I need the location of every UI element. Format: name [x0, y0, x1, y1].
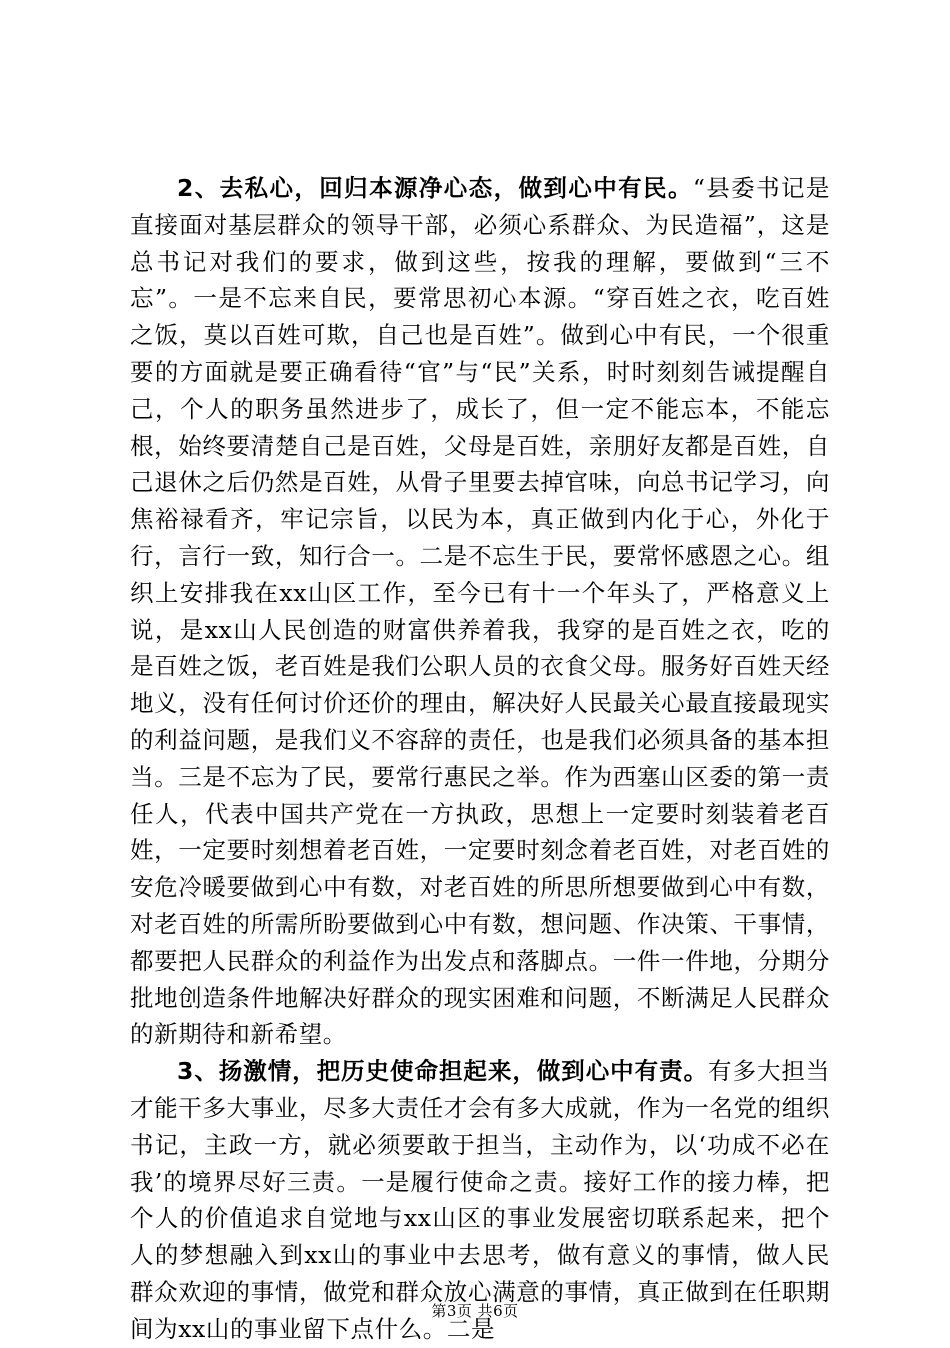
- paragraph-text: 有多大担当才能干多大事业，尽多大责任才会有多大成就，作为一名党的组织书记，主政一方，就必须要敢于担当，主动作为，以‘功成不必在我’的境界尽好三责。一是履行使命之责。接好工作的接力棒，把个人的价值追求自觉地与xx山区的事业发展密切联系起来，把个人的梦想融入到xx山的事业中去思考，做有意义的事情，做人民群众欢迎的事情，做党和群众放心满意的事情，真正做到在任职期间为xx山的事业留下点什么。二是: [130, 1057, 830, 1343]
- document-body: [130, 170, 830, 1348]
- paragraph-2: [130, 170, 830, 1053]
- page-footer: 第3页 共6页: [431, 1302, 519, 1320]
- paragraph-heading: 3、扬激情，把历史使命担起来，做到心中有责。: [177, 1057, 709, 1086]
- paragraph-text: “县委书记是直接面对基层群众的领导干部，必须心系群众、为民造福”，这是总书记对我们的要求，做到这些，按我的理解，要做到“三不忘”。一是不忘来自民，要常思初心本源。“穿百姓之衣，吃百姓之饭，莫以百姓可欺，自己也是百姓”。做到心中有民，一个很重要的方面就是要正确看待“官”与“民”关系，时时刻刻告诫提醒自己，个人的职务虽然进步了，成长了，但一定不能忘本，不能忘根，始终要清楚自己是百姓，父母是百姓，亲朋好友都是百姓，自己退休之后仍然是百姓，从骨子里要去掉官味，向总书记学习，向焦裕禄看齐，牢记宗旨，以民为本，真正做到内化于心，外化于行，言行一致，知行合一。二是不忘生于民，要常怀感恩之心。组织上安排我在xx山区工作，至今已有十一个年头了，严格意义上说，是xx山人民创造的财富供养着我，我穿的是百姓之衣，吃的是百姓之饭，老百姓是我们公职人员的衣食父母。服务好百姓天经地义，没有任何讨价还价的理由，解决好人民最关心最直接最现实的利益问题，是我们义不容辞的责任，也是我们必须具备的基本担当。三是不忘为了民，要常行惠民之举。作为西塞山区委的第一责任人，代表中国共产党在一方执政，思想上一定要时刻装着老百姓，一定要时刻想着老百姓，一定要时刻念着老百姓，对老百姓的安危冷暖要做到心中有数，对老百姓的所思所想要做到心中有数，对老百姓的所需所盼要做到心中有数，想问题、作决策、干事情，都要把人民群众的利益作为出发点和落脚点。一件一件地，分期分批地创造条件地解决好群众的现实困难和问题，不断满足人民群众的新期待和新希望。: [130, 174, 830, 1049]
- paragraph-heading: 2、去私心，回归本源净心态，做到心中有民。: [177, 174, 693, 202]
